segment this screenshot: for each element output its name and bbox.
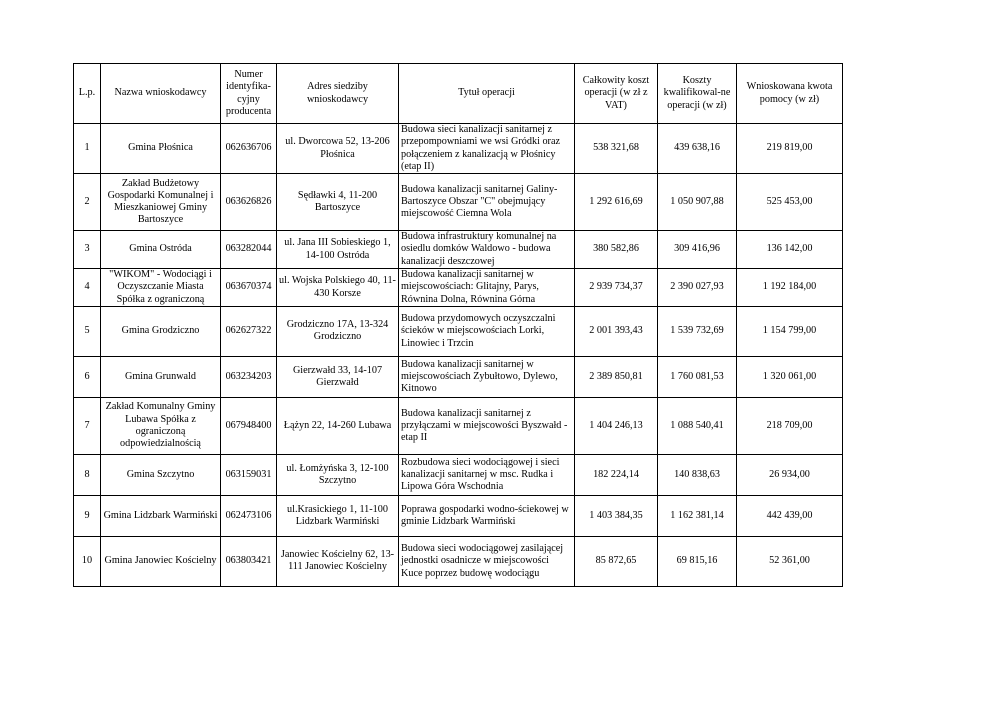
- row-requested-amount: 219 819,00: [737, 124, 843, 174]
- table-row: [74, 495, 843, 536]
- table-row: [74, 356, 843, 397]
- row-number: 063282044: [221, 231, 277, 269]
- header-name: Nazwa wnioskodawcy: [101, 64, 221, 124]
- row-lp: 5: [74, 306, 101, 356]
- row-lp: 6: [74, 356, 101, 397]
- row-eligible-cost: 1 539 732,69: [658, 306, 737, 356]
- row-number: 063159031: [221, 454, 277, 495]
- row-title: Budowa sieci wodociągowej zasilającej jednostki osadnicze w miejscowości Kuce poprzez budowę wodociągu: [399, 536, 575, 586]
- table-row: [74, 174, 843, 231]
- row-name: Gmina Ostróda: [101, 231, 221, 269]
- row-address: Sędławki 4, 11-200 Bartoszyce: [277, 174, 399, 231]
- header-lp: L.p.: [74, 64, 101, 124]
- row-address: ul. Dworcowa 52, 13-206 Płośnica: [277, 124, 399, 174]
- header-total-cost: Całkowity koszt operacji (w zł z VAT): [575, 64, 658, 124]
- row-number: 062627322: [221, 306, 277, 356]
- row-total-cost: 182 224,14: [575, 454, 658, 495]
- table-row: [74, 124, 843, 174]
- row-name: Zakład Komunalny Gminy Lubawa Spółka z ograniczoną odpowiedzialnością: [101, 397, 221, 454]
- row-lp: 4: [74, 269, 101, 307]
- row-title: Budowa kanalizacji sanitarnej Galiny-Bartoszyce Obszar "C" obejmujący miejscowość Ciemna Wola: [399, 174, 575, 231]
- header-address: Adres siedziby wnioskodawcy: [277, 64, 399, 124]
- row-requested-amount: 1 192 184,00: [737, 269, 843, 307]
- row-total-cost: 85 872,65: [575, 536, 658, 586]
- row-total-cost: 2 389 850,81: [575, 356, 658, 397]
- row-title: Budowa kanalizacji sanitarnej w miejscowościach Zybułtowo, Dylewo, Kitnowo: [399, 356, 575, 397]
- row-eligible-cost: 69 815,16: [658, 536, 737, 586]
- row-total-cost: 1 292 616,69: [575, 174, 658, 231]
- row-address: Grodziczno 17A, 13-324 Grodziczno: [277, 306, 399, 356]
- row-title: Rozbudowa sieci wodociągowej i sieci kanalizacji sanitarnej w msc. Rudka i Lipowa Góra Wschodnia: [399, 454, 575, 495]
- row-number: 063234203: [221, 356, 277, 397]
- row-lp: 2: [74, 174, 101, 231]
- row-eligible-cost: 309 416,96: [658, 231, 737, 269]
- row-eligible-cost: 1 088 540,41: [658, 397, 737, 454]
- table-row: [74, 397, 843, 454]
- row-name: "WIKOM" - Wodociągi i Oczyszczanie Miasta Spółka z ograniczoną: [101, 269, 221, 307]
- row-eligible-cost: 1 050 907,88: [658, 174, 737, 231]
- row-requested-amount: 1 320 061,00: [737, 356, 843, 397]
- row-name: Gmina Grodziczno: [101, 306, 221, 356]
- row-eligible-cost: 1 162 381,14: [658, 495, 737, 536]
- row-number: 062473106: [221, 495, 277, 536]
- table-header-row: [74, 64, 843, 124]
- row-title: Budowa kanalizacji sanitarnej w miejscowościach: Glitajny, Parys, Równina Dolna, Równina Górna: [399, 269, 575, 307]
- table-body: [74, 124, 843, 587]
- row-title: Budowa przydomowych oczyszczalni ścieków w miejscowościach Lorki, Linowiec i Trzcin: [399, 306, 575, 356]
- row-number: 067948400: [221, 397, 277, 454]
- row-name: Gmina Szczytno: [101, 454, 221, 495]
- row-title: Poprawa gospodarki wodno-ściekowej w gminie Lidzbark Warmiński: [399, 495, 575, 536]
- table-row: [74, 536, 843, 586]
- row-total-cost: 1 404 246,13: [575, 397, 658, 454]
- row-requested-amount: 26 934,00: [737, 454, 843, 495]
- table-row: [74, 231, 843, 269]
- row-address: Gierzwałd 33, 14-107 Gierzwałd: [277, 356, 399, 397]
- row-address: ul. Jana III Sobieskiego 1, 14-100 Ostróda: [277, 231, 399, 269]
- row-requested-amount: 52 361,00: [737, 536, 843, 586]
- row-title: Budowa sieci kanalizacji sanitarnej z przepompowniami we wsi Gródki oraz połączeniem z kanalizacją w Płośnicy (etap II): [399, 124, 575, 174]
- row-requested-amount: 136 142,00: [737, 231, 843, 269]
- row-eligible-cost: 2 390 027,93: [658, 269, 737, 307]
- row-lp: 7: [74, 397, 101, 454]
- row-name: Zakład Budżetowy Gospodarki Komunalnej i Mieszkaniowej Gminy Bartoszyce: [101, 174, 221, 231]
- row-total-cost: 380 582,86: [575, 231, 658, 269]
- header-eligible-cost: Koszty kwalifikowal-ne operacji (w zł): [658, 64, 737, 124]
- row-requested-amount: 525 453,00: [737, 174, 843, 231]
- row-lp: 9: [74, 495, 101, 536]
- header-requested-amount: Wnioskowana kwota pomocy (w zł): [737, 64, 843, 124]
- row-address: ul.Krasickiego 1, 11-100 Lidzbark Warmiński: [277, 495, 399, 536]
- row-name: Gmina Lidzbark Warmiński: [101, 495, 221, 536]
- row-requested-amount: 442 439,00: [737, 495, 843, 536]
- row-lp: 1: [74, 124, 101, 174]
- row-lp: 10: [74, 536, 101, 586]
- row-name: Gmina Janowiec Kościelny: [101, 536, 221, 586]
- applicants-table: [73, 63, 843, 587]
- row-lp: 3: [74, 231, 101, 269]
- row-address: ul. Wojska Polskiego 40, 11-430 Korsze: [277, 269, 399, 307]
- row-eligible-cost: 140 838,63: [658, 454, 737, 495]
- row-total-cost: 1 403 384,35: [575, 495, 658, 536]
- table-row: [74, 306, 843, 356]
- row-address: Janowiec Kościelny 62, 13-111 Janowiec Kościelny: [277, 536, 399, 586]
- row-eligible-cost: 439 638,16: [658, 124, 737, 174]
- row-total-cost: 2 001 393,43: [575, 306, 658, 356]
- row-address: ul. Łomżyńska 3, 12-100 Szczytno: [277, 454, 399, 495]
- row-total-cost: 2 939 734,37: [575, 269, 658, 307]
- table-row: [74, 269, 843, 307]
- row-title: Budowa kanalizacji sanitarnej z przyłączami w miejscowości Byszwałd - etap II: [399, 397, 575, 454]
- row-total-cost: 538 321,68: [575, 124, 658, 174]
- row-title: Budowa infrastruktury komunalnej na osiedlu domków Waldowo - budowa kanalizacji deszczowej: [399, 231, 575, 269]
- header-title: Tytuł operacji: [399, 64, 575, 124]
- row-name: Gmina Płośnica: [101, 124, 221, 174]
- header-number: Numer identyfika-cyjny producenta: [221, 64, 277, 124]
- row-requested-amount: 218 709,00: [737, 397, 843, 454]
- row-eligible-cost: 1 760 081,53: [658, 356, 737, 397]
- row-requested-amount: 1 154 799,00: [737, 306, 843, 356]
- row-address: Łążyn 22, 14-260 Lubawa: [277, 397, 399, 454]
- row-number: 063670374: [221, 269, 277, 307]
- row-number: 063803421: [221, 536, 277, 586]
- row-name: Gmina Grunwald: [101, 356, 221, 397]
- row-number: 063626826: [221, 174, 277, 231]
- row-number: 062636706: [221, 124, 277, 174]
- row-lp: 8: [74, 454, 101, 495]
- table-row: [74, 454, 843, 495]
